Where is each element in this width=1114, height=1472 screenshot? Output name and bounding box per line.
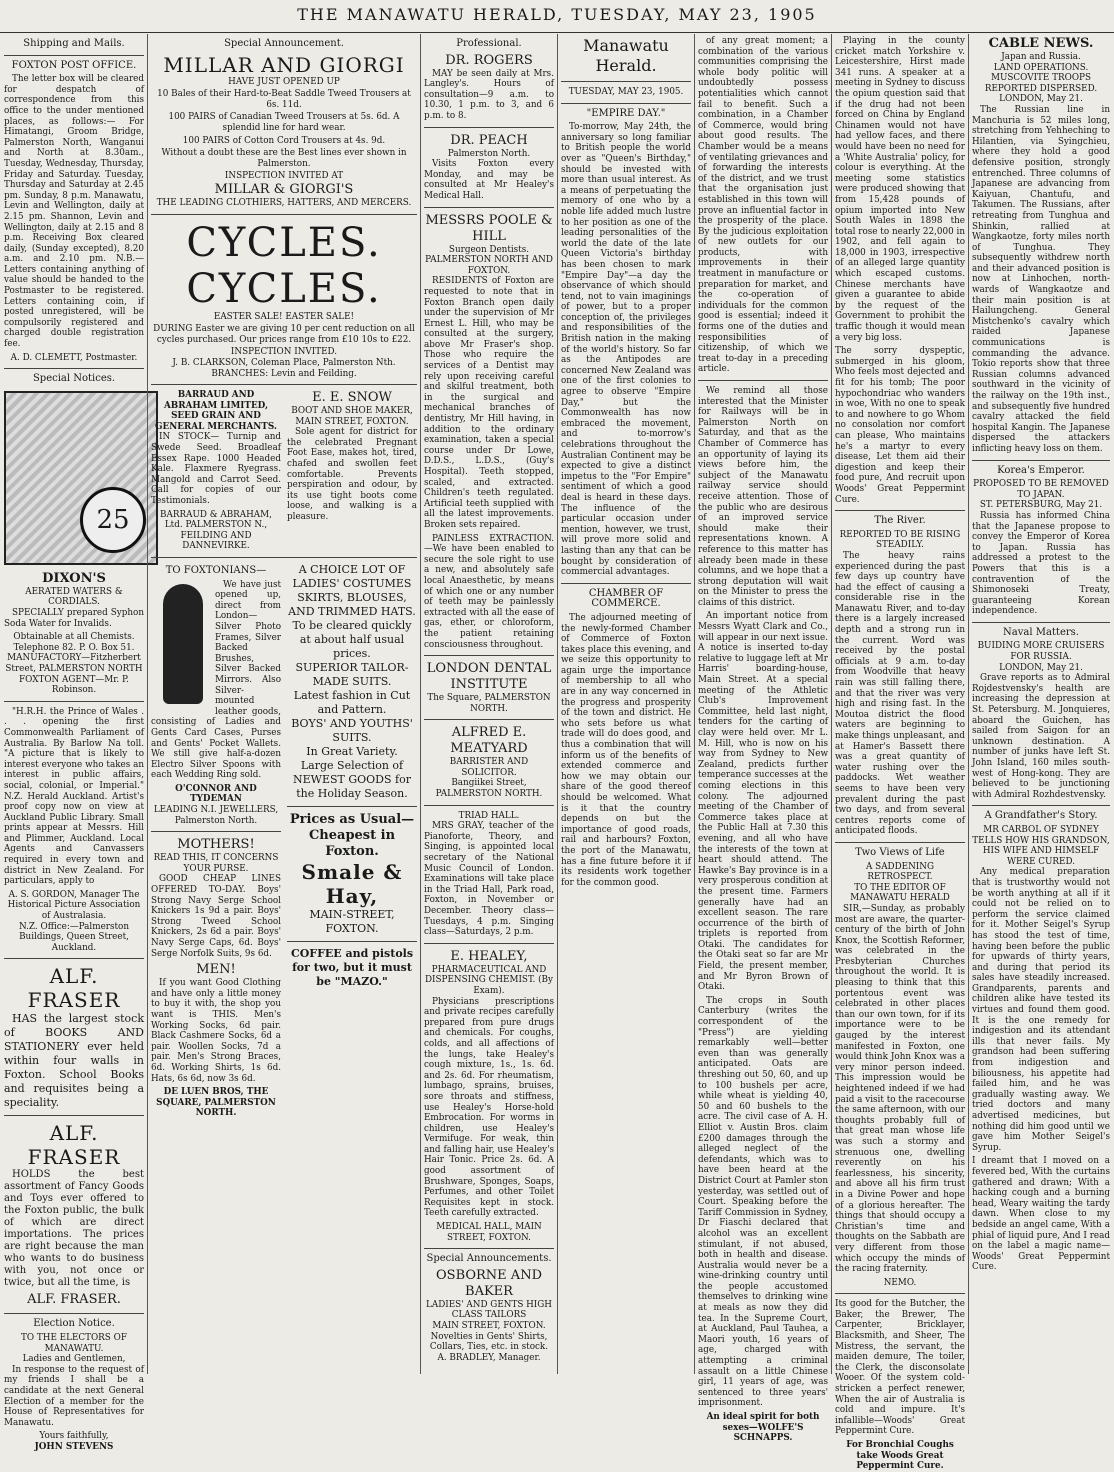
cable-sub-1: Japan and Russia. [1001,52,1081,62]
millar-giorgi-line-3: 100 PAIRS of Cotton Cord Trousers at 4s. 9d. [182,135,386,146]
empire-day-body: To-morrow, May 24th, the anniversary so long familiar to British people the world over as "Queen's Birthday," should be invested with more than usual interest. As a means of perpetuating the memory of one who by a noble life added much lustre to her position as one of the leading personalities of the world the date of the late Queen Victoria's birthday has been chosen to mark "Empire Day"—a day the observance of which should tend, not to vain imaginings of power, but to a proper conception of, the privileges and responsibilities of the British nation in the making of the world's history. So far as the Antipodes are concerned New Zealand was one of the first colonies to agree to observe "Empire Day," but the Commonwealth has now embraced the movement, and to-morrow's celebrations throughout the Australian Continent may be expected to give a distinct impetus to the "For Empire" sentiment of which a good deal is heard in these days. The influence of the particular occasion under mention, however, we trust, will prove more solid and lasting than any that can be bought by consideration of commercial advantages. [561,122,691,578]
article-body-1: of any great moment; a combination of the various communities comprising the whole body politic will undoubtedly possess potentialities which cannot fail to benefit. Such a combination, in a Chamber of Commerce, would bring about good results. The Chamber would be a means of ventilating grievances and of forwarding the interests of the district, and we trust that the organisation just established in this town will prove an influential factor in the prosperity of the place. By the judicious exploitation of new outlets for our products, with improvements in their treatment in manufacture or preparation for market, and the co-operation of individuals for the common good is essential; indeed it forms one of the duties and responsibilities of citizenship, of which we treat to-day in a preceding article. [698,36,828,375]
cable-news-heading: CABLE NEWS. [988,36,1094,51]
two-views-sign: NEMO. [883,1277,917,1288]
rogers-text: MAY be seen daily at Mrs. Langley's. Hours of consultation—9 a.m. to 10.30, 1 p.m. to 3, and 6 p.m. to 8. [424,68,554,121]
election-greeting: Ladies and Gentlemen, [22,1354,126,1365]
london-dental-sub: The Square, PALMERSTON NORTH. [427,693,551,714]
cable-sub-2: LAND OPERATIONS. [993,62,1089,73]
grandfather-text: Any medical preparation that is trustworthy would not be worth anything at all if it could not be relied on to perform the service claimed for it. Mother Seigel's Syrup has stood the test of time, having been before the public for upwards of thirty years, and during that period its sales have steadily increased. Grandparents, parents and children alike have tested its virtues and found them good. It is the one remedy for indigestion and its attendant ills that never fails. My grandson had been suffering from indigestion and biliousness, his appetite had failed him, and he was gradually wasting away. We tried doctors and many advertised medicines, but nothing did him good until we gave him Mother Seigel's Syrup. [972,867,1110,1153]
chamber-body: The adjourned meeting of the newly-formed Chamber of Commerce of Foxton takes place this evening, and we seize this opportunity to again urge the importance of membership to all who are in any way concerned in the progress and prosperity of the town and district. He who sets before us what trade will do does good, and thus a combination that will inform us of the benefits of extended commerce and how we may obtain our share of the good thereof should be welcomed. What is it that the country depends on but the importance of good roads, rail and harbours? Foxton, the port of the Manawatu, has a fine future before it if its residents work together for the common good. [561,612,691,888]
cycles-title: CYCLES. CYCLES. [186,219,382,312]
two-views-text: SIR,—Sunday, as probably most are aware, the quarter-century of the birth of John Knox, the Scottish Reformer, was celebrated in the Presbyterian Churches throughout the world. It is pleasing to think that this portentous event was celebrated in other places than our own town, for if its importance were to be gauged by the interest manifested in Foxton, one would think John Knox was a very minor person indeed. This impression would be heightened indeed if we had paid a visit to the racecourse the same afternoon, with our thoughts probably full of that great man whose life was such a stormy and strenuous one, dwelling reverently on his fearlessness, his sincerity, and above all his firm trust in a Divine Power and hope of a glorious hereafter. The things that should occupy a Christian's time and thoughts on the Sabbath are very different from those which occupy the minds of the racing fraternity. [835,903,965,1275]
election-close: Yours faithfully, [39,1431,109,1442]
poole-hill-sub: Surgeon Dentists. [448,244,530,255]
millar-giorgi-text: Without a doubt these are the Best lines ever shown in Palmerston. [161,148,407,169]
dixons-title: DIXON'S [42,570,106,586]
ladies-clear: To be cleared quickly at about half usual prices. [292,619,412,660]
triad-title: TRIAD HALL. [458,810,520,821]
post-office-heading: FOXTON POST OFFICE. [11,59,137,71]
meatyard-address: Bangiikei Street, PALMERSTON NORTH. [435,778,543,800]
superior-suits: SUPERIOR TAILOR-MADE SUITS. [295,661,409,688]
boys-suits: BOYS' AND YOUTHS' SUITS. [291,717,413,744]
dateline-2: ST. PETERSBURG, May 21. [979,500,1103,511]
millar-giorgi-foot: THE LEADING CLOTHIERS, HATTERS, AND MERCERS. [156,197,412,208]
dixons-phone: Telephone 82. P. O. Box 51. [13,642,135,653]
dateline-1: LONDON, May 21. [999,94,1083,105]
advert-logo-image [4,391,158,565]
cycles-branches: BRANCHES: Levin and Feilding. [211,368,357,379]
chamber-heading: CHAMBER OF COMMERCE. [588,587,664,610]
peach-sub: Palmerston North. [447,148,531,159]
fraser-sign-2: ALF. FRASER. [27,1292,121,1308]
rogers-title: DR. ROGERS [445,52,533,68]
article-body-4: The crops in South Canterbury (writes the correspondent of the "Press") are yielding remarkably well—better even than was generally anticipated. Oats are threshing out 50, 60, and up to 100 bushels per acre, while wheat is yielding 40, 50 and 60 bushels to the acre. The civil case of A. H. Elliot v. Austin Bros. claim £200 damages through the alleged neglect of the defendants, which was to have been heard at the District Court at Pamler ston yesterday, was settled out of Court. Speaking before the Tariff Commission in Sydney, Dr Fiaschi declared that alcohol was an excellent stimulant, if not abused, both in health and disease. Australia would never be a wine-drinking country until the people accustomed themselves to drinking wine at meals as now they did tea. In the Supreme Court, at Auckland, Paul Tauhea, a Maori youth, 16 years of age, charged with attempting a criminal assault on a little Chinese girl, 11 years of age, was sentenced to three years' imprisonment. [698,995,828,1409]
naval-heading: Naval Matters. [1003,626,1079,638]
dixons-manufactory: MANUFACTORY—Fitzherbert Street, PALMERSTON NORTH [5,653,143,674]
peppermint-footer: For Bronchial Coughs take Woods Great Peppermint Cure. [846,1440,954,1472]
korea-subheading: PROPOSED TO BE REMOVED TO JAPAN. [973,479,1109,500]
hairbrush-illustration [163,584,203,704]
cycles-invite: INSPECTION INVITED. [230,347,338,358]
fraser-title-1: ALF. FRASER [27,964,121,1013]
river-text: The heavy rains experienced during the past few days up country have had the effect of causing a considerable rise in the Manawatu River, and to-day there is a largely increased depth and a strong run in the current. Word was received by the postal officials at 9 a.m. to-day from Woodville that heavy rain was still falling there, and that the river was very high and rising fast. In the Moutoa district the flood waters are beginning to make things unpleasant, and at Hamer's Bassett there was a great quantity of water rushing over the paddocks. Wet weather seems to have been very prevalent during the past two days, and from several centres reports come of anticipated floods. [835,550,965,837]
quote-text: "H.R.H. the Prince of Wales . . . opening the first Commonwealth Parliament of Australia. By Barlow Na toll. "A picture that is likely to interest everyone who takes an interest in public affairs, social, colonial, or Imperial." N.Z. Herald Auckland. Artist's proof copy now on view at Auckland Public Library. Small prints appear at Messrs. Hill and Plimmer, Auckland. Local Agents and Canvassers required in every town and district in New Zealand. For particulars, apply to [4,706,144,887]
foxtonians-text: We have just opened up, direct from London— Silver Photo Frames, Silver Backed Brushes, Silver Backed Mirrors. Also Silver-mounted leather goods, consisting of Ladies and Gents Card Cases, Purses and Gents' Pocket Wallets. We still give half-a-dozen Electro Silver Spoons with each Wedding Ring sold. [151,579,281,781]
two-views-heading: Two Views of Life [855,846,945,858]
meatyard-sub: BARRISTER AND SOLICITOR. [449,757,529,778]
grandfather-subheading: MR CARBOL OF SYDNEY TELLS HOW HIS GRANDSON, HIS WIFE AND HIMSELF WERE CURED. [972,824,1110,867]
poem-1: The sorry dyspeptic, submerged in his gloom, Who feels most dejected and fit for his tomb; The poor hypochondriac who wanders in woe, With no one to speak to and nowhere to go Whom no consolation nor comfort can please, Who maintains he's a martyr to every disease, Let them aid their digestion and keep their food pure, And recruit upon Woods' Great Peppermint Cure. [835,346,965,505]
poole-hill-note: PAINLESS EXTRACTION.—We have been enabled to secure the sole right to use a new, and absolutely safe local Anaesthetic, by means of which one or any number of teeth may be painlessly extracted with all the ease of gas, ether, or chloroform, the patient retaining consciousness throughout. [424,533,554,650]
river-heading: The River. [874,515,926,527]
two-views-subheading: A SADDENING RETROSPECT. [866,861,934,883]
large-selection: Large Selection of NEWEST GOODS for the Holiday Season. [293,759,411,800]
cable-sub-3: MUSCOVITE TROOPS REPORTED DISPERSED. [984,73,1098,94]
millar-giorgi-invite: INSPECTION INVITED AT [224,171,344,182]
column-4 [561,36,691,1374]
fraser-text-1: HAS the largest stock of BOOKS AND STATIONERY ever held within four walls in Foxton. School Books and requisites being a speciality. [4,1012,144,1110]
schnapps-footer: An ideal spirit for both sexes—WOLFE'S SCHNAPPS. [706,1412,820,1444]
naval-text: Grave reports as to Admiral Rojdestvensky's health are increasing the depression at St. Petersburg. M. Jonquieres, aboard the Guichen, has sailed from Saigon for an unknown destination. A number of junks have left St. John Island, 160 miles south-west of Hong-kong. They are believed to be junctioning with Admiral Rozhdestvensky. [972,673,1110,800]
election-heading: Election Notice. [33,1318,115,1330]
barraud-abraham-title: BARRAUD AND ABRAHAM LIMITED, SEED GRAIN AND GENERAL MERCHANTS. [155,390,277,432]
peach-text: Visits Foxton every Monday, and may be consulted at Mr Healey's Medical Hall. [424,159,554,201]
smale-hay-address: MAIN-STREET, FOXTON. [309,908,395,935]
millar-giorgi-title-2: MILLAR & GIORGI'S [214,181,354,197]
snow-sub: BOOT AND SHOE MAKER, MAIN STREET, FOXTON. [291,406,413,427]
dixons-sub: AERATED WATERS & CORDIALS. [25,586,123,608]
grandfather-poem: I dreamt that I moved on a fevered bed, With the curtains gathered and drawn; With a hacking cough and a burning head, Weary waiting the tardy dawn. When close to my bedside an angel came, With a phial of liquid pure, And I read on the label a magic name— Woods' Great Peppermint Cure. [972,1156,1110,1273]
page-masthead: THE MANAWATU HERALD, TUESDAY, MAY 23, 1905 [0,0,1114,33]
millar-giorgi-line-1: 10 Bales of their Hard-to-Beat Saddle Tweed Trousers at 6s. 11d. [157,89,411,110]
millar-giorgi-line-2: 100 PAIRS of Canadian Tweed Trousers at 5s. 6d. A splendid line for hard wear. [168,112,400,133]
millar-giorgi-sub: HAVE JUST OPENED UP [228,76,340,87]
peach-title: DR. PEACH [450,132,528,148]
osborne-baker-title: OSBORNE AND BAKER [436,1267,542,1299]
news-top: Playing in the county cricket match Yorkshire v. Leicestershire, Hirst made 341 runs. A speaker at a meeting in Sydney to discuss the opium question said that if the drug had not been forced on China by England Chinamen would not have had yellow faces, and there would have been no need for a 'White Australia' policy, for colour is everything. At the meeting some statistics were produced showing that from 15,428 pounds of opium imported into New South Wales in 1898 the total rose to nearly 22,000 in 1902, and fell again to 18,000 in 1903, irrespective of an alleged large quantity which escaped customs. Chinese merchants have given a guarantee to abide by the request of the Government to prohibit the traffic though it would mean a very big loss. [835,36,965,343]
foxtonians-heading: TO FOXTONIANS— [165,565,267,576]
fraser-text-2: HOLDS the best assortment of Fancy Goods and Toys ever offered to the Foxton public, the bulk of which are direct importations. The prices are right because the man who wants to do business with you, not once or twice, but all the time, is [4,1169,144,1289]
poole-hill-title: MESSRS POOLE & HILL [425,212,553,244]
quote-sign: A. S. GORDON, Manager The Historical Picture Association of Australasia. [7,889,141,922]
osborne-baker-text: Novelties in Gents' Shirts, Collars, Ties, etc. in stock. [429,1331,549,1353]
cable-text-1: The Russian line in Manchuria is 52 miles long, stretching from Yehheching to Hilantien, via Syingchieu, where they hold a good defensive position, strongly entrenched. Three columns of Japanese are advancing from Kaiyuan, Chantufu, and Takumen. The Russians, after retreating from Tunghua and Shinkin, rallied at Wangkaotze, forty miles north of Tunghua. They subsequently withdrew north and their advanced position is now at Linhochen, north-wards of Wangkaotze and their main position is at Hailungcheng. General Mistchenko's cavalry which raided Japanese communications is commanding the advance. Tokio reports show that three Russian columns advanced southward in the vicinity of the railway on the 19th inst., and subsequently five hundred cavalry attacked the field hospital Kangin. The Japanese dispersed the attackers inflicting heavy loss on them. [972,104,1110,454]
election-title: TO THE ELECTORS OF MANAWATU. [21,1333,127,1354]
osborne-baker-address: MAIN STREET, FOXTON. [432,1321,546,1331]
dateline-3: LONDON, May 21. [999,662,1083,673]
two-views-to: TO THE EDITOR OF MANAWATU HERALD [850,882,950,904]
paper-masthead: Manawatu Herald. [583,36,669,75]
men-title: MEN! [196,962,236,978]
notices-heading: Special Notices. [32,373,116,385]
dixons-agent: FOXTON AGENT—Mr. P. Robinson. [19,674,129,696]
korea-heading: Korea's Emperor. [997,464,1085,476]
korea-text: Russia has informed China that the Japanese propose to convey the Emperor of Korea to Japan. Russia has addressed a protest to the Powers that this is a contravention of the Shimonoseki Treaty, guaranteeing Korean independence. [972,510,1110,617]
column-7 [972,36,1110,1374]
healey-address: MEDICAL HALL, MAIN STREET, FOXTON. [436,1222,542,1243]
dixons-chemists: Obtainable at all Chemists. [13,632,135,643]
de-luen-bros: DE LUEN BROS, THE SQUARE, PALMERSTON NORTH. [156,1087,276,1119]
empire-day-headline: "EMPIRE DAY." [586,107,666,119]
professional-heading: Professional. [456,38,522,49]
barraud-abraham-sign: BARRAUD & ABRAHAM, Ltd. PALMERSTON N., FEILDING AND DANNEVIRKE. [160,509,272,552]
healey-title: E. HEALEY, [450,948,528,964]
osborne-baker-sub: LADIES' AND GENTS HIGH CLASS TAILORS [426,1299,552,1321]
great-variety: In Great Variety. [306,745,398,758]
mothers-text: GOOD CHEAP LINES OFFERED TO-DAY. Boys' Strong Navy Serge School Knickers 1s 9d a pair. Boys' Strong Tweed School Knickers, 2s 6d a pair. Boys' Navy Serge Caps, 6d. Boys' Serge Norfolk Suits, 9s 6d. [151,874,281,959]
column-1 [4,36,144,1452]
poem-2: Its good for the Butcher, the Baker, the Brewer, The Carpenter, Bricklayer, Blacksmith, and Sheer, The Mistress, the servant, the maiden demure, The toiler, the Clerk, the disconsolate Wooer. Of the system cold-stricken a perfect renewer, When the air of Australia is cold and impure. It's infallible—Woods' Great Peppermint Cure. [835,1299,965,1437]
london-dental-title: LONDON DENTAL INSTITUTE [426,661,552,693]
column-5 [698,36,828,1444]
election-text: In response to the request of my friends I shall be a candidate at the next General Election of a member for the House of Representatives for Manawatu. [4,1364,144,1428]
latest-fashion: Latest fashion in Cut and Pattern. [293,689,411,716]
special-announcement-heading: Special Announcement. [224,38,344,49]
smale-hay-title: Smale & Hay, [301,860,403,908]
shipping-heading: Shipping and Mails. [23,38,125,49]
meatyard-title: ALFRED E. MEATYARD [450,725,528,757]
cycles-text: DURING Easter we are giving 10 per cent reduction on all cycles purchased. Our prices range from £10 10s to £22. [153,324,415,345]
prices-usual: Prices as Usual— Cheapest in Foxton. [289,812,415,859]
election-sign: JOHN STEVENS [34,1441,114,1452]
logo-badge: 25 [80,487,146,553]
mothers-title: MOTHERS! [177,837,255,853]
poole-hill-text: RESIDENTS of Foxton are requested to note that in Foxton Branch open daily under the supervision of Mr Ernest L. Hill, who may be consulted at the surgery, above Mr Fraser's shop. Those who require the services of a Dentist may rely upon receiving careful and skilful treatment, both in the surgical and mechanical branches of dentistry, Mr Hill having, in addition to the ordinary examination, taken a special course under Dr Lowe, D.D.S., L.D.S., (Guy's Hospital). Teeth stopped, scaled, and extracted. Children's teeth regulated. Artificial teeth supplied with all the latest improvements. Broken sets repaired. [424,276,554,530]
healey-text: Physicians prescriptions and private recipes carefully prepared from pure drugs and chemicals. For coughs, colds, and all affections of the lungs, take Healey's cough mixture, 1s., 1s. 6d. and 2s. 6d. For rheumatism, lumbago, sprains, bruises, sore throats and stiffness, use Healey's Horse-hold Embrocation. For worms in children, use Healey's Vermifuge. For weak, thin and falling hair, use Healey's Hair Tonic. Price 2s. 6d. A good assortment of Brushware, Sponges, Soaps, Perfumes, and other Toilet Requisites kept in stock. Teeth carefully extracted. [424,996,554,1219]
snow-text: Sole agent for district for the celebrated Pregnant Foot Ease, makes hot, tired, chafed and swollen feet comfortable. Prevents perspiration and odour, by its use tight boots come loose, and walking is a pleasure. [287,427,417,523]
quote-address: N.Z. Office:—Palmerston Buildings, Queen Street, Auckland. [19,921,129,953]
river-subheading: REPORTED TO BE RISING STEADILY. [839,529,961,551]
article-body-3: An important notice from Messrs Wyatt Clark and Co., will appear in our next issue. A notice is inserted to-day relative to luggage left at Mr Harris' boarding-house, Main Street. At a special meeting of the Athletic Club's Improvement Committee, held last night, tenders for the carting of clay were held over. Mr L. M. Hill, who is now on his way from Sydney to New Zealand, predicts further temperance successes at the coming elections in this colony. The adjourned meeting of the Chamber of Commerce takes place at the Public Hall at 7.30 this evening, and all who have the interests of the town at heart should attend. The Hawke's Bay province is in a very prosperous condition at the present time. Farmers generally have had an excellent season. The rare occurrence of the birth of triplets is reported from Otaki. The candidates for the Otaki seat so far are Mr Field, the present member, and Mr Byron Brown of Otaki. [698,611,828,993]
coffee-advert: COFFEE and pistols for two, but it must be "MAZO." [290,947,414,988]
cycles-sign: J. B. CLARKSON, Coleman Place, Palmerston Nth. [172,357,396,368]
column-3 [424,36,554,1374]
barraud-abraham-text: IN STOCK— Turnip and Swede Seed. Broadleaf Essex Rape. 1000 Headed Kale. Flaxmere Ryegrass. Mangold and Carrot Seed. Call for copies of our Testimonials. [151,432,281,507]
post-office-text: The letter box will be cleared for despatch of correspondence from this office to the under mentioned places, as follows:— For Himatangi, Groom Bridge, Palmerston North, Wanganui and North at 8.30am., Tuesday, Wednesday, Thursday, Friday and Saturday. Tuesday, Thursday and Saturday at 2.45 pm. Sunday, 8 p.m. Manawatu, Levin and Wellington, daily at 2.15 pm. Shannon, Levin and Wellington, daily at 2.15 and 8 p.m. Receiving Box cleared daily, (Sunday excepted), 8.20 a.m. and 2.10 pm. N.B.—Letters containing anything of value should be handed to the Postmaster to be registered. Letters containing coin, if posted unregistered, will be compulsorily registered and charged double registration fee. [4,74,144,350]
column-6 [835,36,965,1472]
grandfather-heading: A Grandfather's Story. [984,810,1098,822]
paper-date: TUESDAY, MAY 23, 1905. [568,87,684,97]
special-announcements-heading: Special Announcements. [426,1253,552,1265]
cycles-sale: EASTER SALE! EASTER SALE! [213,311,355,322]
snow-title: E. E. SNOW [312,390,392,406]
naval-subheading: BUIDING MORE CRUISERS FOR RUSSIA. [977,641,1105,663]
mothers-sub: READ THIS, IT CONCERNS YOUR PURSE. [153,853,279,874]
men-text: If you want Good Clothing and have only a little money to buy it with, the shop you want is THIS. Men's Working Socks, 6d pair. Black Cashmere Socks, 6d a pair. Woollen Socks, 7d a pair. Men's Strong Braces, 6d. Working Shirts, 1s 6d. Hats, 6s 6d, now 3s 6d. [151,978,281,1084]
column-2 [151,36,417,1374]
dixons-text: SPECIALLY prepared Syphon Soda Water for Invalids. [4,608,144,629]
ladies-choice: A CHOICE LOT OF LADIES' COSTUMES SKIRTS, BLOUSES, AND TRIMMED HATS. [288,563,416,618]
oconnor-tydeman-sub: LEADING N.I. JEWELLERS, Palmerston North. [153,805,279,826]
fraser-title-2: ALF. FRASER [27,1121,121,1170]
osborne-baker-sign: A. BRADLEY, Manager. [437,1352,541,1363]
post-office-sign: A. D. CLEMETT, Postmaster. [10,352,138,363]
oconnor-tydeman-title: O'CONNOR AND TYDEMAN [175,783,257,805]
article-body-2: We remind all those interested that the Minister for Railways will be in Palmerston North on Saturday, and that as the Chamber of Commerce has an opportunity of laying its views before him, the subject of the Manawatu railway service should receive attention. Those of the public who are desirous of an improved service should make their representations known. A reference to this matter has already been made in these columns, and we hope that a strong deputation will wait on the Minister to press the claims of this district. [698,386,828,608]
healey-sub: PHARMACEUTICAL AND DISPENSING CHEMIST. (By Exam). [425,964,553,996]
poole-hill-address: PALMERSTON NORTH AND FOXTON. [425,255,553,276]
millar-giorgi-title: MILLAR AND GIORGI [163,52,405,77]
triad-text: MRS GRAY, teacher of the Pianoforte, Theory, and Singing, is appointed local secretary of the National Music Council of London. Examinations will take place in the Triad Hall, Park road, Foxton, in November or December. Theory class—Tuesdays, 4 p.m. Singing class—Saturdays, 2 p.m. [424,821,554,938]
